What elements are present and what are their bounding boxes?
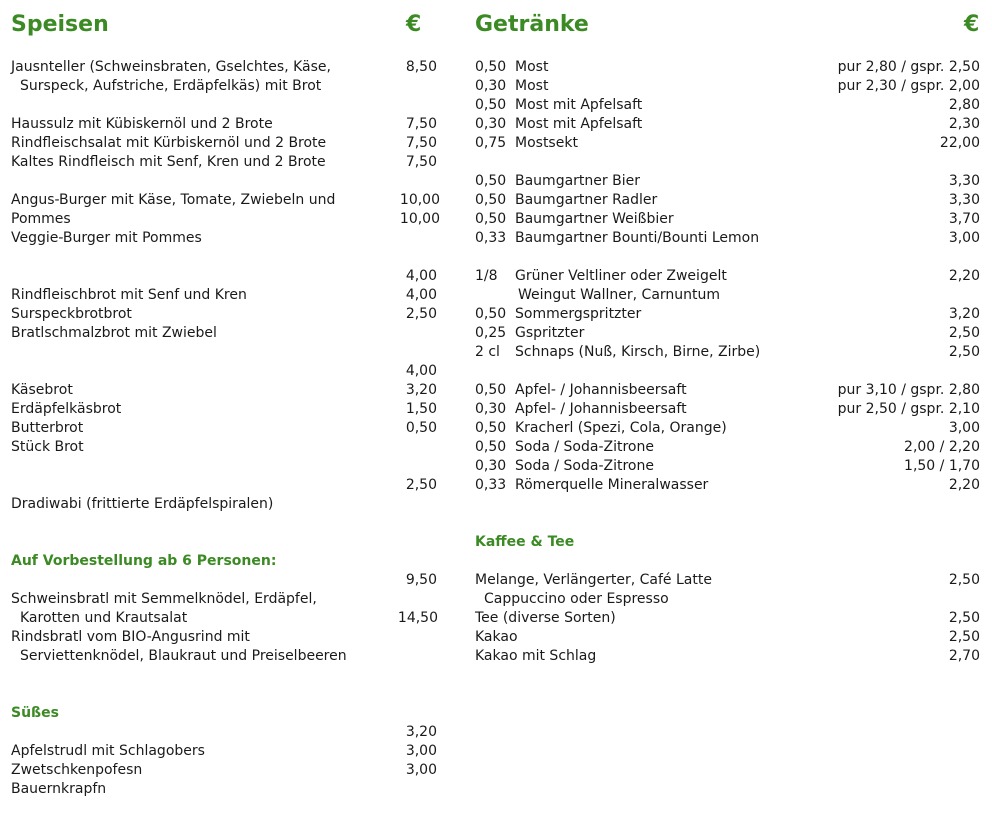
speisen-price: 10,00 bbox=[399, 192, 440, 208]
speisen-price: 7,50 bbox=[405, 154, 437, 170]
drink-name: Mostsekt bbox=[515, 135, 578, 151]
drink-price: 3,30 bbox=[948, 192, 980, 208]
kaffee-heading: Kaffee & Tee bbox=[475, 534, 575, 550]
kaffee-price: 2,50 bbox=[948, 629, 980, 645]
drink-quantity: 0,50 bbox=[475, 306, 507, 322]
speisen-item: Dradiwabi (frittierte Erdäpfelspiralen) bbox=[11, 496, 274, 512]
speisen-price: 4,00 bbox=[405, 268, 437, 284]
speisen-item: Haussulz mit Kübiskernöl und 2 Brote bbox=[11, 116, 273, 132]
drink-name: Soda / Soda-Zitrone bbox=[515, 439, 654, 455]
drink-price: 3,20 bbox=[948, 306, 980, 322]
speisen-price: 3,20 bbox=[405, 724, 437, 740]
speisen-price: 3,20 bbox=[405, 382, 437, 398]
drink-quantity: 0,50 bbox=[475, 59, 507, 75]
drink-name: Baumgartner Bounti/Bounti Lemon bbox=[515, 230, 760, 246]
vorbestellung-heading: Auf Vorbestellung ab 6 Personen: bbox=[11, 553, 277, 569]
drink-price: pur 2,80 / gspr. 2,50 bbox=[837, 59, 980, 75]
drink-quantity: 0,30 bbox=[475, 458, 507, 474]
kaffee-item: Melange, Verlängerter, Café Latte bbox=[475, 572, 712, 588]
drink-name: Weingut Wallner, Carnuntum bbox=[518, 287, 721, 303]
drink-price: 2,20 bbox=[948, 477, 980, 493]
speisen-price: 2,50 bbox=[405, 477, 437, 493]
speisen-item: Apfelstrudl mit Schlagobers bbox=[11, 743, 205, 759]
drink-quantity: 0,50 bbox=[475, 173, 507, 189]
drink-quantity: 0,50 bbox=[475, 439, 507, 455]
drink-quantity: 2 cl bbox=[475, 344, 500, 360]
speisen-item: Rindfleischsalat mit Kürbiskernöl und 2 Brote bbox=[11, 135, 327, 151]
speisen-price: 0,50 bbox=[405, 420, 437, 436]
drink-name: Soda / Soda-Zitrone bbox=[515, 458, 654, 474]
drink-name: Gspritzter bbox=[515, 325, 585, 341]
drink-name: Sommergspritzter bbox=[515, 306, 642, 322]
drink-quantity: 0,30 bbox=[475, 116, 507, 132]
speisen-item: Rindfleischbrot mit Senf und Kren bbox=[11, 287, 247, 303]
speisen-title: Speisen bbox=[11, 12, 109, 37]
speisen-item: Karotten und Krautsalat bbox=[20, 610, 188, 626]
drink-quantity: 0,33 bbox=[475, 477, 507, 493]
speisen-item: Zwetschkenpofesn bbox=[11, 762, 143, 778]
speisen-item: Kaltes Rindfleisch mit Senf, Kren und 2 Brote bbox=[11, 154, 326, 170]
speisen-price: 10,00 bbox=[399, 211, 440, 227]
drink-price: 22,00 bbox=[939, 135, 980, 151]
drink-price: 2,50 bbox=[948, 325, 980, 341]
drink-quantity: 0,33 bbox=[475, 230, 507, 246]
drink-quantity: 0,30 bbox=[475, 401, 507, 417]
speisen-item: Surspeck, Aufstriche, Erdäpfelkäs) mit Brot bbox=[20, 78, 322, 94]
kaffee-item: Kakao bbox=[475, 629, 518, 645]
speisen-item: Schweinsbratl mit Semmelknödel, Erdäpfel, bbox=[11, 591, 317, 607]
drink-quantity: 0,50 bbox=[475, 211, 507, 227]
drink-price: 3,00 bbox=[948, 230, 980, 246]
drink-name: Kracherl (Spezi, Cola, Orange) bbox=[515, 420, 727, 436]
speisen-item: Erdäpfelkäsbrot bbox=[11, 401, 122, 417]
speisen-item: Surspeckbrotbrot bbox=[11, 306, 132, 322]
drink-price: pur 2,30 / gspr. 2,00 bbox=[837, 78, 980, 94]
speisen-item: Bauernkrapfn bbox=[11, 781, 107, 797]
kaffee-price: 2,70 bbox=[948, 648, 980, 664]
drink-name: Most bbox=[515, 78, 549, 94]
speisen-price: 2,50 bbox=[405, 306, 437, 322]
drink-name: Most mit Apfelsaft bbox=[515, 97, 643, 113]
drink-price: pur 2,50 / gspr. 2,10 bbox=[837, 401, 980, 417]
speisen-price: 3,00 bbox=[405, 743, 437, 759]
speisen-item: Rindsbratl vom BIO-Angusrind mit bbox=[11, 629, 250, 645]
kaffee-item: Kakao mit Schlag bbox=[475, 648, 597, 664]
kaffee-item: Cappuccino oder Espresso bbox=[484, 591, 669, 607]
speisen-item: Serviettenknödel, Blaukraut und Preiselbeeren bbox=[20, 648, 347, 664]
drink-name: Apfel- / Johannisbeersaft bbox=[515, 382, 687, 398]
speisen-price: 14,50 bbox=[397, 610, 438, 626]
drink-price: 3,70 bbox=[948, 211, 980, 227]
speisen-price: 9,50 bbox=[405, 572, 437, 588]
getraenke-currency-header: € bbox=[964, 12, 980, 37]
speisen-item: Jausnteller (Schweinsbraten, Gselchtes, Käse, bbox=[11, 59, 331, 75]
drink-name: Grüner Veltliner oder Zweigelt bbox=[515, 268, 727, 284]
kaffee-price: 2,50 bbox=[948, 572, 980, 588]
drink-price: 2,30 bbox=[948, 116, 980, 132]
drink-price: 2,20 bbox=[948, 268, 980, 284]
drink-quantity: 0,25 bbox=[475, 325, 507, 341]
speisen-item: Käsebrot bbox=[11, 382, 73, 398]
drink-quantity: 0,75 bbox=[475, 135, 507, 151]
drink-name: Römerquelle Mineralwasser bbox=[515, 477, 709, 493]
drink-name: Baumgartner Bier bbox=[515, 173, 640, 189]
speisen-price: 4,00 bbox=[405, 363, 437, 379]
kaffee-price: 2,50 bbox=[948, 610, 980, 626]
drink-quantity: 0,50 bbox=[475, 192, 507, 208]
speisen-price: 7,50 bbox=[405, 116, 437, 132]
drink-quantity: 0,50 bbox=[475, 420, 507, 436]
speisen-item: Pommes bbox=[11, 211, 71, 227]
speisen-item: Bratlschmalzbrot mit Zwiebel bbox=[11, 325, 217, 341]
drink-quantity: 0,50 bbox=[475, 382, 507, 398]
speisen-item: Butterbrot bbox=[11, 420, 84, 436]
drink-price: 3,30 bbox=[948, 173, 980, 189]
drink-name: Baumgartner Weißbier bbox=[515, 211, 674, 227]
drink-price: pur 3,10 / gspr. 2,80 bbox=[837, 382, 980, 398]
drink-price: 2,80 bbox=[948, 97, 980, 113]
drink-price: 3,00 bbox=[948, 420, 980, 436]
drink-name: Baumgartner Radler bbox=[515, 192, 658, 208]
getraenke-title: Getränke bbox=[475, 12, 589, 37]
speisen-currency-header: € bbox=[406, 12, 422, 37]
drink-quantity: 0,30 bbox=[475, 78, 507, 94]
speisen-item: Angus-Burger mit Käse, Tomate, Zwiebeln und bbox=[11, 192, 336, 208]
kaffee-item: Tee (diverse Sorten) bbox=[475, 610, 616, 626]
speisen-price: 3,00 bbox=[405, 762, 437, 778]
speisen-price: 8,50 bbox=[405, 59, 437, 75]
drink-price: 1,50 / 1,70 bbox=[904, 458, 980, 474]
drink-name: Apfel- / Johannisbeersaft bbox=[515, 401, 687, 417]
drink-name: Most bbox=[515, 59, 549, 75]
drink-price: 2,00 / 2,20 bbox=[904, 439, 980, 455]
drink-name: Most mit Apfelsaft bbox=[515, 116, 643, 132]
speisen-price: 1,50 bbox=[405, 401, 437, 417]
suesses-heading: Süßes bbox=[11, 705, 59, 721]
drink-name: Schnaps (Nuß, Kirsch, Birne, Zirbe) bbox=[515, 344, 761, 360]
drink-price: 2,50 bbox=[948, 344, 980, 360]
speisen-item: Veggie-Burger mit Pommes bbox=[11, 230, 202, 246]
drink-quantity: 1/8 bbox=[475, 268, 498, 284]
drink-quantity: 0,50 bbox=[475, 97, 507, 113]
speisen-price: 7,50 bbox=[405, 135, 437, 151]
speisen-item: Stück Brot bbox=[11, 439, 84, 455]
speisen-price: 4,00 bbox=[405, 287, 437, 303]
